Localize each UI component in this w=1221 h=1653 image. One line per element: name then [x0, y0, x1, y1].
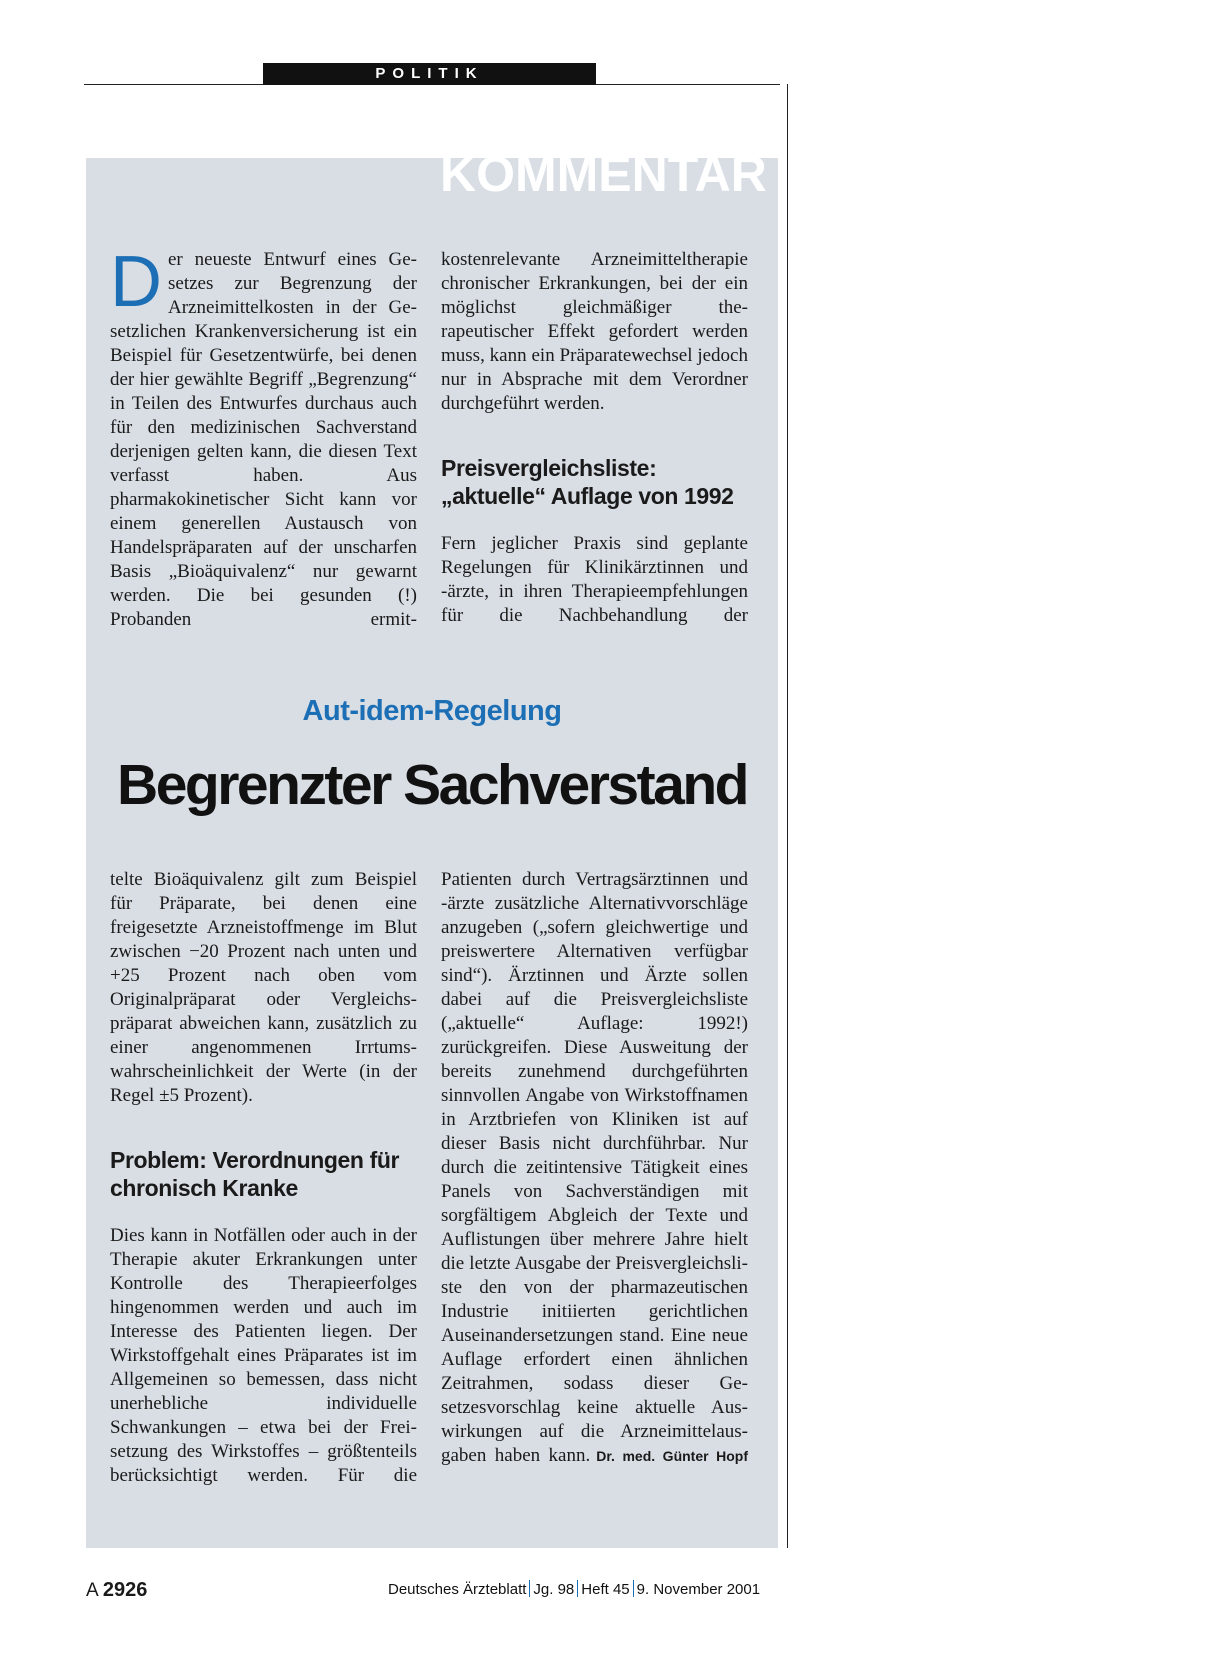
right-rule: [787, 84, 788, 1548]
paragraph-therapy: kostenrelevante Arzneimitteltherapie chronischer Erkrankungen, bei der ein möglichst gleichmäßiger therapeutischer Effekt gefordert werden muss, kann ein Präparatewechsel jedoch nur in Absprache mit dem Verordner durchgeführt werden.: [441, 249, 748, 414]
article-headline: Begrenzter Sachverstand: [117, 753, 747, 817]
page-prefix: A: [86, 1580, 99, 1601]
section-label: POLITIK: [263, 63, 596, 85]
paragraph-preisvergleich: Patienten durch Vertragsärztinnen und -ärzte zusätzliche Alternativvorschläge anzugeben („sofern gleichwertige und preiswertere Alternativen verfügbar sind“). Ärztinnen und Ärzte sollen dabei auf die Preisvergleichsliste („aktuelle“ Auflage: 1992!) zurückgreifen. Diese Ausweitung der bereits zunehmend durchgeführten sinnvollen Angabe von Wirkstoffnamen in Arztbriefen von Kliniken ist auf dieser Basis nicht durchführbar. Nur durch die zeitintensive Tätigkeit eines Panels von Sachverständigen mit sorgfältigem Abgleich der Texte und Auflistungen über mehrere Jahre hielt die letzte Ausgabe der Preisvergleichsliste den von der pharmazeutischen Industrie initiierten gerichtlichen Auseinandersetzungen stand. Eine neue Auflage erfordert einen ähnlichen Zeitrahmen, sodass dieser Gesetzesvorschlag keine aktuelle Auswirkungen auf die Arzneimittelausgaben haben kann.: [441, 869, 748, 1466]
page-number: [86, 1578, 147, 1602]
separator: [633, 1580, 634, 1597]
subhead-preisvergleichsliste: Preisvergleichsliste: „aktuelle“ Auflage von 1992: [441, 455, 734, 509]
author-signature: Dr. med. Günter Hopf: [596, 1448, 748, 1464]
subhead-verordnungen: Problem: Verordnungen für chronisch Kranke: [110, 1147, 400, 1201]
text-col-2-bottom: [441, 868, 748, 1468]
journal-info: [388, 1578, 760, 1602]
journal-issue: Heft 45: [581, 1581, 630, 1598]
drop-cap: D: [110, 242, 162, 322]
paragraph-klinik: Fern jeglicher Praxis sind geplante Regelungen für Klinikärztinnen und -ärzte, in ihren Therapieempfehlungen für die Nachbehandlung der: [441, 533, 748, 626]
journal-date: 9. November 2001: [636, 1581, 761, 1598]
journal-volume: Jg. 98: [533, 1581, 575, 1598]
journal-name: Deutsches Ärzteblatt: [388, 1581, 527, 1598]
column-label: KOMMENTAR: [440, 146, 767, 192]
page-value: 2926: [102, 1579, 148, 1601]
text-col-1-bottom: [110, 868, 417, 1488]
article-kicker: Aut-idem-Regelung: [302, 695, 562, 727]
paragraph-intro: er neueste Entwurf eines Gesetzes zur Begrenzung der Arzneimittelkosten in der Gesetzlichen Krankenversicherung ist ein Beispiel für Gesetzentwürfe, bei denen der hier gewählte Begriff „Begrenzung“ in Teilen des Entwurfes durchaus auch für den medizinischen Sachverstand derjenigen gelten kann, die diesen Text verfasst haben. Aus pharmakokinetischer Sicht kann vor einem generellen Austausch von Handelspräparaten auf der unscharfen Basis „Bioäquivalenz“ nur gewarnt werden. Die bei gesunden (!) Probanden ermit-: [110, 249, 417, 630]
text-col-2-top: [441, 248, 748, 628]
separator: [577, 1580, 578, 1597]
text-col-1-top: [110, 242, 417, 632]
paragraph-bioaequivalenz: telte Bioäquivalenz gilt zum Beispiel für Präparate, bei denen eine freigesetzte Arzneistoffmenge im Blut zwischen −20 Prozent nach unten und +25 Prozent nach oben vom Originalpräparat oder Vergleichspräparat abweichen kann, zusätzlich zu einer angenommenen Irrtumswahrscheinlichkeit der Werte (in der Regel ±5 Prozent).: [110, 869, 417, 1106]
separator: [529, 1580, 530, 1597]
paragraph-notfaelle: Dies kann in Notfällen oder auch in der Therapie akuter Erkrankungen unter Kontrolle des Therapieerfolges hingenommen werden und auch im Interesse des Patienten liegen. Der Wirkstoffgehalt eines Präparates ist im Allgemeinen so bemessen, dass nicht unerhebliche individuelle Schwankungen – etwa bei der Freisetzung des Wirkstoffes – größtenteils berücksichtigt werden. Für die: [110, 1225, 417, 1486]
